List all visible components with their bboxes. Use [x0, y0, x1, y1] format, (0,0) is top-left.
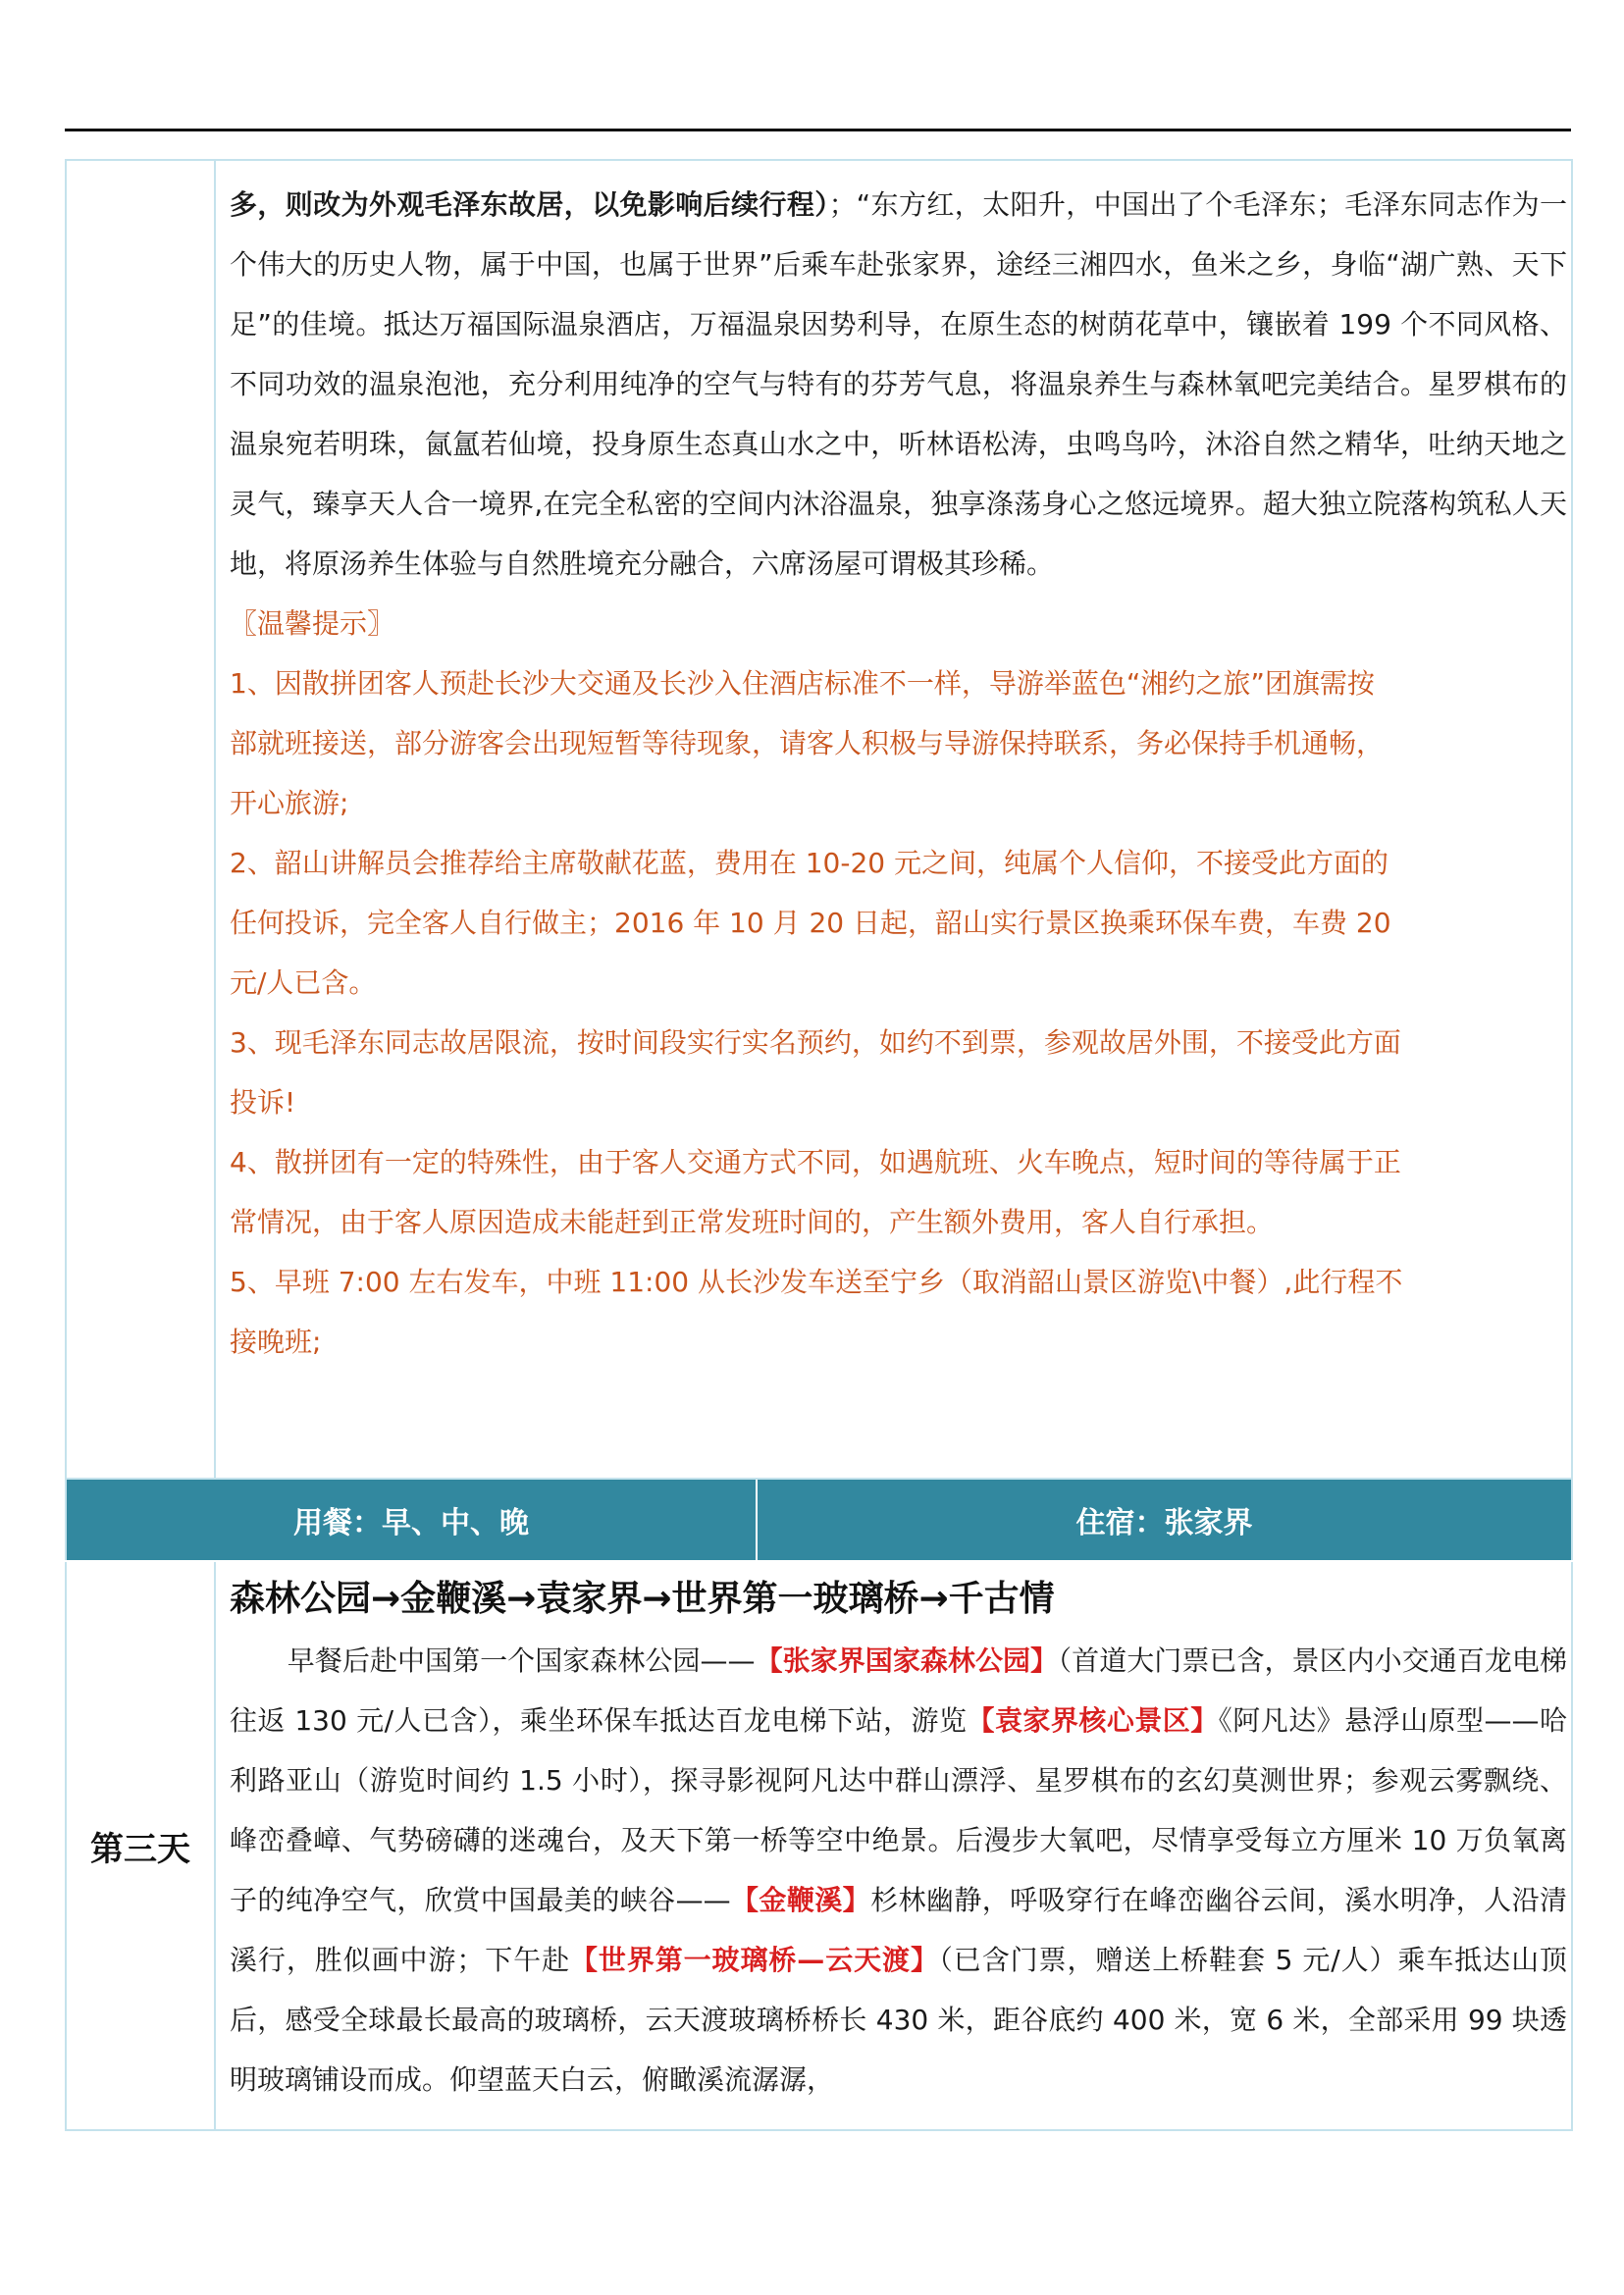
day2-content-row — [66, 160, 1572, 1479]
tip-item-5 — [230, 1252, 1567, 1372]
day3-text-segment: 《阿凡达》悬浮山原型——哈利路亚山（游览时间约 1.5 小时），探寻影视阿凡达中群山漂浮、星罗棋布的玄幻莫测世界；参观云雾飘绕、峰峦叠嶂、气势磅礴的迷魂台，及天下第一桥等空中绝景。后漫步大氧吧，尽情享受每立方厘米 10 万负氧离子的纯净空气，欣赏中国最美的峡谷—— — [230, 1704, 1567, 1916]
tip-line: 2、韶山讲解员会推荐给主席敬献花蓝，费用在 10-20 元之间，纯属个人信仰，不接受此方面的 — [230, 847, 1388, 879]
tip-line: 接晚班; — [230, 1326, 322, 1358]
meals-lodging-row — [66, 1479, 1572, 1561]
tip-line: 3、现毛泽东同志故居限流，按时间段实行实名预约，如约不到票，参观故居外围，不接受此方面 — [230, 1026, 1401, 1059]
tip-item-1 — [230, 653, 1567, 833]
highlight-zhangjiajie-forest-park: 【张家界国家森林公园】 — [755, 1644, 1059, 1677]
day2-description — [230, 175, 1567, 594]
meals-cell: 用餐：早、中、晚 — [66, 1479, 757, 1561]
highlight-jinbianxi: 【金鞭溪】 — [730, 1884, 871, 1916]
day3-text-segment: 早餐后赴中国第一个国家森林公园—— — [287, 1644, 756, 1677]
day2-label-cell — [66, 160, 215, 1479]
day3-content-row — [66, 1561, 1572, 2130]
day2-content-cell — [215, 160, 1572, 1479]
day3-label: 第三天 — [66, 1561, 215, 2130]
day2-body-text: ；“东方红，太阳升，中国出了个毛泽东；毛泽东同志作为一个伟大的历史人物，属于中国，也属于世界”后乘车赴张家界，途经三湘四水，鱼米之乡，身临“湖广熟、天下足”的佳境。抵达万福国际温泉酒店，万福温泉因势利导，在原生态的树荫花草中，镶嵌着 199 个不同风格、不同功效的温泉泡池，充分利用纯净的空气与特有的芬芳气息，将温泉养生与森林氧吧完美结合。星罗棋布的温泉宛若明珠，氤氲若仙境，投身原生态真山水之中，听林语松涛，虫鸣鸟吟，沐浴自然之精华，吐纳天地之灵气，臻享天人合一境界,在完全私密的空间内沐浴温泉，独享涤荡身心之悠远境界。超大独立院落构筑私人天地，将原汤养生体验与自然胜境充分融合，六席汤屋可谓极其珍稀。 — [230, 188, 1567, 580]
tip-line: 开心旅游; — [230, 787, 349, 819]
tips-title: 〖温馨提示〗 — [230, 607, 395, 640]
day3-text-segment: （已含门票，赠送上桥鞋套 5 元/人）乘车抵达山顶后，感受全球最长最高的玻璃桥，云天渡玻璃桥桥长 430 米，距谷底约 400 米，宽 6 米，全部采用 99 块透明玻璃铺设而成。仰望蓝天白云，俯瞰溪流潺潺， — [230, 1944, 1567, 2096]
lodging-cell: 住宿：张家界 — [757, 1479, 1572, 1561]
tip-line: 投诉! — [230, 1086, 296, 1119]
tip-line: 1、因散拼团客人预赴长沙大交通及长沙入住酒店标准不一样，导游举蓝色“湘约之旅”团旗需按 — [230, 667, 1375, 700]
tip-item-4 — [230, 1132, 1567, 1252]
tip-line: 常情况，由于客人原因造成未能赶到正常发班时间的，产生额外费用，客人自行承担。 — [230, 1206, 1275, 1238]
tip-item-2 — [230, 833, 1567, 1013]
day3-description — [230, 1631, 1567, 2110]
day3-content-cell — [215, 1561, 1572, 2130]
route-title: 森林公园→金鞭溪→袁家界→世界第一玻璃桥→千古情 — [230, 1579, 1055, 1619]
day3-text-segment: （首道大门票已含，景区内小交通百龙电梯往返 130 元/人已含），乘坐环保车抵达百龙电梯下站，游览 — [230, 1644, 1567, 1737]
tip-item-3 — [230, 1013, 1567, 1132]
highlight-yuanjiajie: 【袁家界核心景区】 — [967, 1704, 1219, 1737]
itinerary-table — [65, 159, 1573, 2131]
header-rule — [65, 129, 1571, 131]
day3-text-segment: 杉林幽静，呼吸穿行在峰峦幽谷云间，溪水明净，人沿清溪行，胜似画中游；下午赴 — [230, 1884, 1567, 1976]
tip-line: 5、早班 7:00 左右发车，中班 11:00 从长沙发车送至宁乡（取消韶山景区游览\中餐）,此行程不 — [230, 1266, 1403, 1298]
highlight-glass-bridge: 【世界第一玻璃桥—云天渡】 — [569, 1944, 939, 1976]
tip-line: 部就班接送，部分游客会出现短暂等待现象，请客人积极与导游保持联系，务必保持手机通畅， — [230, 727, 1385, 759]
day2-bold-lead: 多，则改为外观毛泽东故居，以免影响后续行程） — [230, 188, 829, 221]
tip-line: 4、散拼团有一定的特殊性，由于客人交通方式不同，如遇航班、火车晚点，短时间的等待属于正 — [230, 1146, 1401, 1178]
tips-list — [230, 653, 1567, 1372]
tip-line: 任何投诉，完全客人自行做主；2016 年 10 月 20 日起，韶山实行景区换乘环保车费，车费 20 — [230, 907, 1391, 939]
tip-line: 元/人已含。 — [230, 966, 377, 999]
